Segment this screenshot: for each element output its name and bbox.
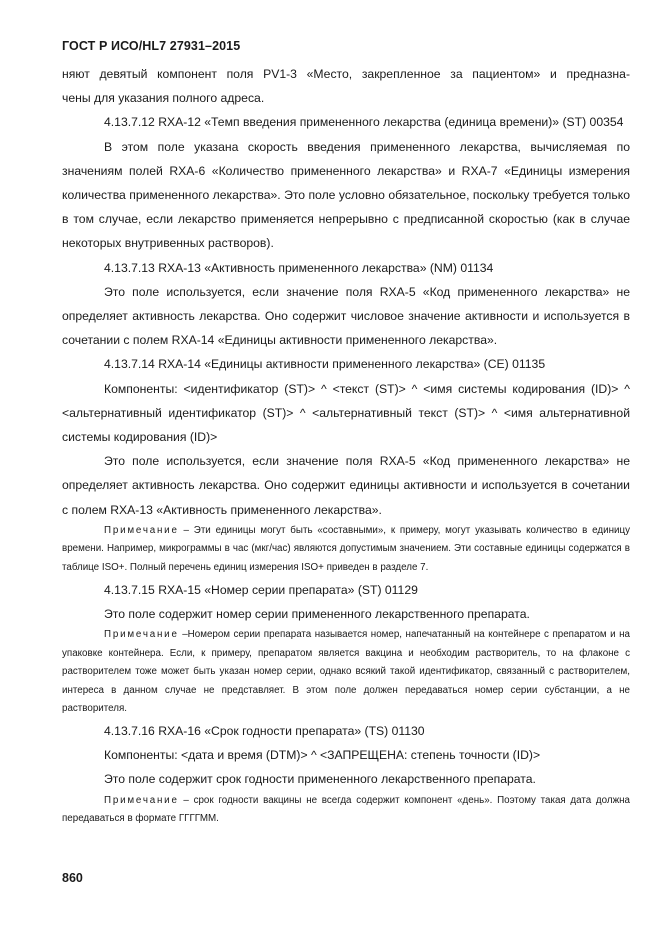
section-heading: 4.13.7.16 RXA-16 «Срок годности препарата» (TS) 01130 [104,724,425,739]
note-label: Примечание [104,794,179,806]
note [62,522,630,578]
note-label: Примечание [104,524,179,536]
paragraph: Компоненты: <идентификатор (ST)> ^ <текст (ST)> ^ <имя системы кодирования (ID)> ^ <альтернативный идентификатор (ST)> ^ <альтернативный текст (ST)> ^ <имя альтернативной системы кодирования (ID)> [62,381,630,445]
section-heading: 4.13.7.13 RXA-13 «Активность примененного лекарства» (NM) 01134 [104,260,494,275]
document-body [62,62,630,829]
section-heading: 4.13.7.14 RXA-14 «Единицы активности примененного лекарства» (CE) 01135 [104,357,546,372]
note-text: – Эти единицы могут быть «составными», к примеру, могут указывать количество в единицу времени. Например, микрограммы в час (мкг/час) являются допустимым значением. Эти составные единицы содержатся в таблице ISO+. Полный перечень единиц измерения ISO+ приведен в разделе 7. [62,524,630,574]
paragraph: няют девятый компонент поля PV1-3 «Место, закрепленное за пациентом» и предназна- [62,67,630,81]
note-text: –Номером серии препарата называется номер, напечатанный на контейнере с препаратом и на упаковке контейнера. Если, к примеру, препаратом является вакцина и необходим растворитель, то на флаконе с растворителем тоже может быть указан номер серии, однако всякий такой идентификатор, связанный с растворителем, интереса в данном случае не представляет. В этом поле должен передаваться номер серии субстанции, а не растворителя. [62,629,630,715]
note-text: – срок годности вакцины не всегда содержит компонент «день». Поэтому такая дата должна передаваться в формате ГГГГММ. [62,794,630,825]
paragraph: Компоненты: <дата и время (DTM)> ^ <ЗАПРЕЩЕНА: степень точности (ID)> [104,748,541,763]
note [62,626,630,719]
paragraph: В этом поле указана скорость введения примененного лекарства, вычисляемая по значениям полей RXA-6 «Количество примененного лекарства» и RXA-7 «Единицы измерения количества примененного лекарства». Это поле условно обязательное, поскольку требуется только в том случае, если лекарство применяется непрерывно с предписанной скоростью (как в случае некоторых внутривенных растворов). [62,139,630,251]
section-heading: 4.13.7.15 RXA-15 «Номер серии препарата» (ST) 01129 [104,582,418,597]
paragraph: Это поле содержит срок годности примененного лекарственного препарата. [104,772,536,787]
paragraph: Это поле используется, если значение поля RXA-5 «Код примененного лекарства» не определяет активность лекарства. Оно содержит единицы активности и используется в сочетании с полем RXA-13 «Активность примененного лекарства». [62,454,630,517]
page-number: 860 [62,871,83,885]
paragraph: чены для указания полного адреса. [62,91,265,106]
note [62,792,630,829]
paragraph: Это поле содержит номер серии примененного лекарственного препарата. [104,606,530,621]
paragraph: Это поле используется, если значение поля RXA-5 «Код примененного лекарства» не определяет активность лекарства. Оно содержит числовое значение активности и используется в сочетании с полем RXA-14 «Единицы активности примененного лекарства». [62,284,630,348]
section-heading: 4.13.7.12 RXA-12 «Темп введения примененного лекарства (единица времени)» (ST) 00354 [104,115,624,130]
note-label: Примечание [104,629,179,641]
document-header: ГОСТ Р ИСО/HL7 27931–2015 [62,39,241,53]
